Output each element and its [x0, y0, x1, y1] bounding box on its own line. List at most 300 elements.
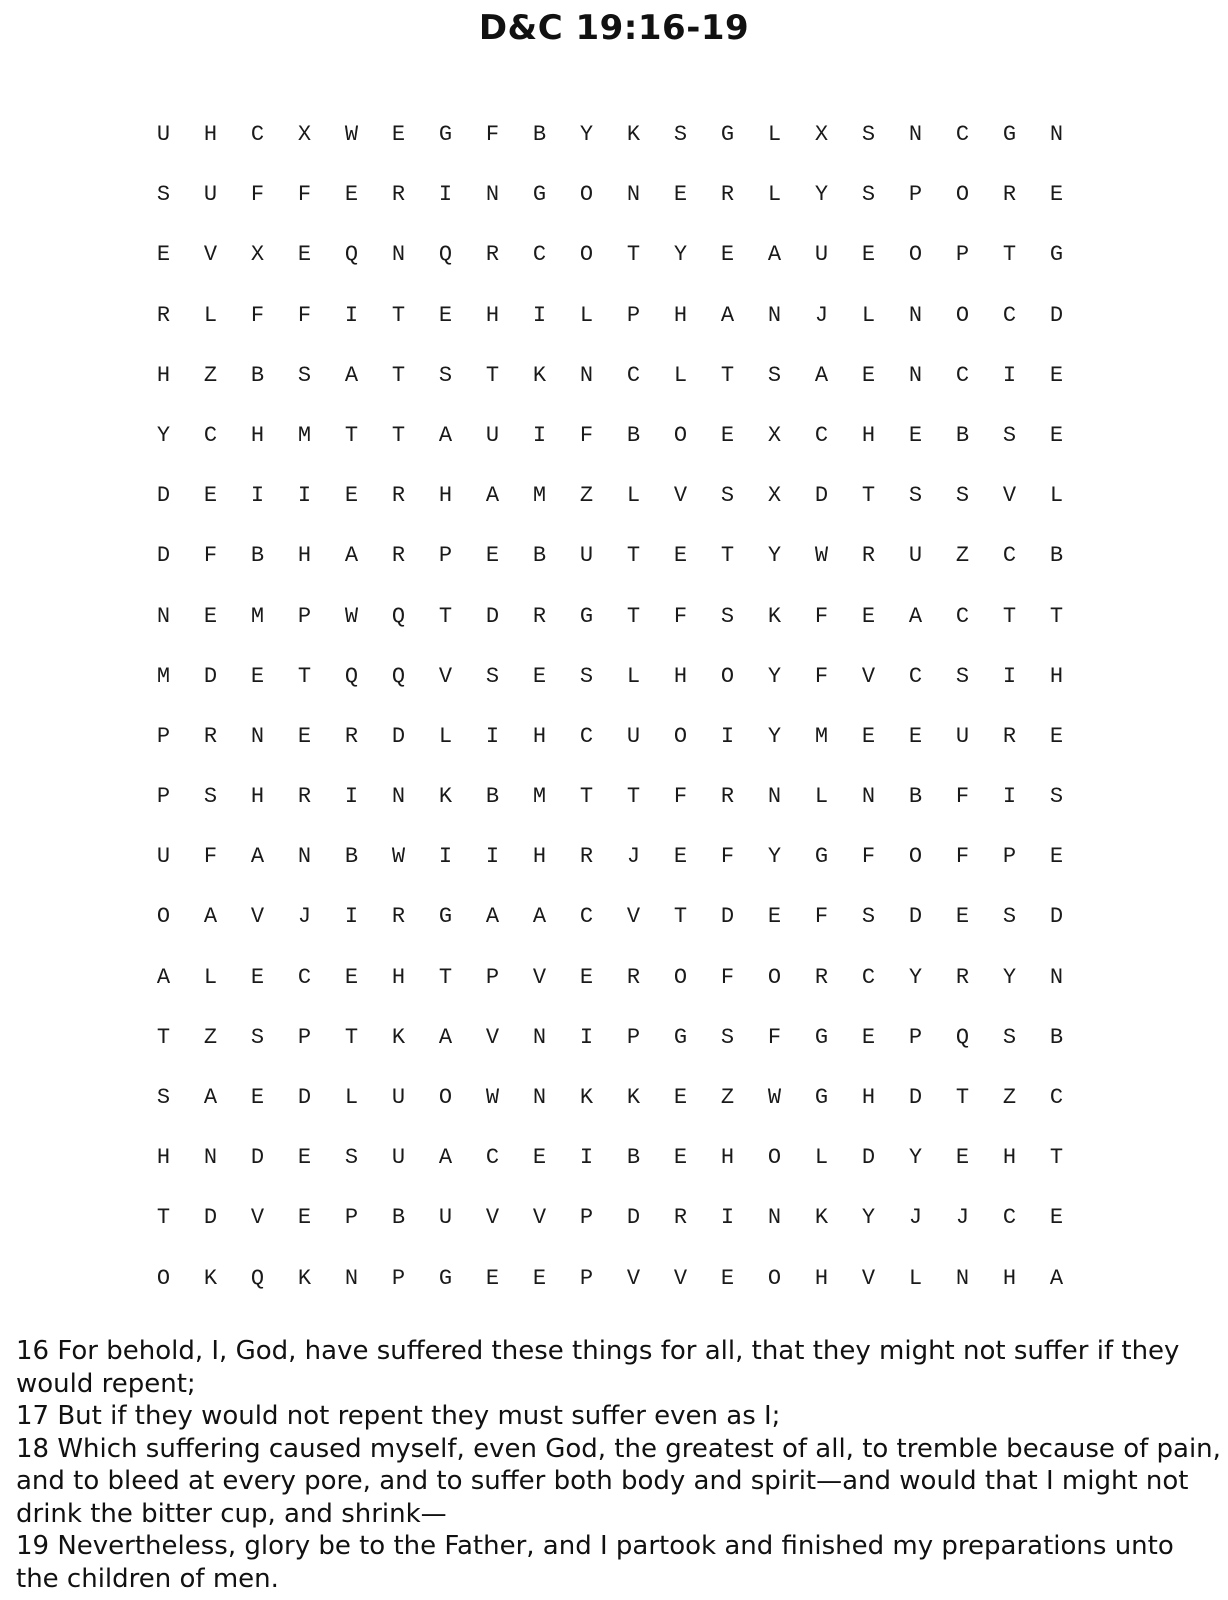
grid-letter: B	[391, 1205, 406, 1231]
grid-letter: T	[1049, 1145, 1064, 1171]
grid-letter: Z	[579, 483, 594, 509]
grid-letter: N	[767, 302, 782, 328]
grid-row	[140, 902, 1080, 962]
grid-letter: D	[720, 904, 735, 930]
grid-letter: C	[814, 422, 829, 448]
grid-letter: F	[955, 784, 970, 810]
grid-row	[140, 1264, 1080, 1324]
grid-letter: A	[485, 483, 500, 509]
grid-letter: L	[1049, 483, 1064, 509]
grid-row	[140, 1023, 1080, 1083]
grid-letter: M	[156, 663, 171, 689]
grid-letter: F	[720, 964, 735, 990]
grid-letter: S	[156, 1085, 171, 1110]
grid-letter: A	[908, 603, 923, 629]
grid-letter: Y	[767, 844, 782, 870]
grid-letter: R	[344, 723, 359, 749]
grid-letter: E	[297, 1205, 312, 1231]
grid-letter: O	[767, 964, 782, 990]
grid-letter: S	[1002, 904, 1017, 930]
grid-letter: N	[767, 1205, 782, 1231]
grid-letter: Z	[720, 1085, 735, 1110]
grid-letter: U	[908, 543, 923, 569]
grid-letter: V	[532, 964, 547, 990]
grid-letter: N	[861, 784, 876, 810]
grid-letter: O	[156, 1265, 171, 1291]
grid-letter: F	[673, 603, 688, 629]
grid-letter: A	[203, 1085, 218, 1110]
grid-letter: P	[485, 964, 500, 990]
grid-letter: D	[908, 904, 923, 930]
grid-letter: D	[861, 1145, 876, 1171]
grid-letter: P	[156, 784, 171, 810]
grid-letter: U	[579, 543, 594, 569]
grid-letter: V	[203, 242, 218, 268]
grid-letter: D	[908, 1085, 923, 1110]
grid-letter: E	[297, 723, 312, 749]
grid-letter: W	[391, 844, 406, 870]
grid-letter: N	[297, 844, 312, 870]
grid-letter: R	[485, 242, 500, 268]
grid-letter: H	[532, 723, 547, 749]
grid-letter: B	[908, 784, 923, 810]
grid-row	[140, 782, 1080, 842]
grid-letter: X	[767, 483, 782, 509]
grid-letter: P	[391, 1265, 406, 1291]
grid-letter: E	[908, 723, 923, 749]
grid-letter: R	[720, 784, 735, 810]
grid-letter: G	[579, 603, 594, 629]
grid-letter: C	[532, 242, 547, 268]
grid-letter: O	[673, 723, 688, 749]
grid-letter: H	[720, 1145, 735, 1171]
grid-letter: R	[955, 964, 970, 990]
grid-letter: D	[156, 543, 171, 569]
grid-letter: J	[908, 1205, 923, 1231]
grid-letter: I	[579, 1024, 594, 1050]
grid-row	[140, 120, 1080, 180]
grid-letter: O	[908, 242, 923, 268]
grid-letter: I	[532, 302, 547, 328]
grid-letter: A	[767, 242, 782, 268]
grid-letter: V	[532, 1205, 547, 1231]
grid-letter: D	[203, 1205, 218, 1231]
grid-letter: W	[485, 1085, 500, 1110]
grid-letter: C	[485, 1145, 500, 1171]
grid-letter: C	[250, 122, 265, 147]
grid-letter: Z	[203, 362, 218, 388]
grid-letter: R	[203, 723, 218, 749]
grid-letter: I	[344, 904, 359, 930]
grid-letter: E	[861, 242, 876, 268]
grid-letter: S	[861, 904, 876, 930]
grid-letter: F	[814, 904, 829, 930]
grid-letter: F	[297, 182, 312, 208]
grid-letter: X	[250, 242, 265, 268]
grid-letter: H	[250, 422, 265, 448]
grid-letter: H	[673, 663, 688, 689]
grid-letter: O	[156, 904, 171, 930]
grid-letter: G	[814, 1085, 829, 1110]
grid-letter: G	[438, 1265, 453, 1291]
grid-letter: N	[1049, 122, 1064, 147]
grid-letter: E	[297, 242, 312, 268]
grid-letter: S	[720, 1024, 735, 1050]
grid-letter: V	[438, 663, 453, 689]
grid-letter: E	[156, 242, 171, 268]
grid-letter: C	[1002, 543, 1017, 569]
grid-letter: S	[908, 483, 923, 509]
grid-letter: U	[391, 1145, 406, 1171]
grid-letter: C	[955, 603, 970, 629]
grid-letter: I	[344, 302, 359, 328]
grid-letter: J	[297, 904, 312, 930]
grid-letter: T	[485, 362, 500, 388]
grid-row	[140, 1083, 1080, 1143]
grid-letter: X	[814, 122, 829, 147]
grid-letter: K	[814, 1205, 829, 1231]
grid-letter: O	[438, 1085, 453, 1110]
grid-letter: T	[861, 483, 876, 509]
grid-letter: W	[344, 122, 359, 147]
grid-row	[140, 1203, 1080, 1263]
grid-letter: L	[626, 483, 641, 509]
grid-letter: A	[438, 422, 453, 448]
grid-letter: T	[438, 603, 453, 629]
grid-letter: F	[861, 844, 876, 870]
grid-letter: T	[1002, 242, 1017, 268]
grid-letter: F	[297, 302, 312, 328]
grid-letter: L	[814, 1145, 829, 1171]
grid-letter: Y	[767, 663, 782, 689]
grid-letter: A	[344, 543, 359, 569]
grid-letter: T	[673, 904, 688, 930]
grid-letter: N	[344, 1265, 359, 1291]
grid-letter: M	[814, 723, 829, 749]
grid-letter: R	[532, 603, 547, 629]
grid-letter: E	[203, 603, 218, 629]
grid-letter: A	[485, 904, 500, 930]
grid-letter: N	[767, 784, 782, 810]
grid-letter: R	[814, 964, 829, 990]
grid-letter: E	[908, 422, 923, 448]
grid-letter: E	[485, 1265, 500, 1291]
grid-letter: U	[156, 844, 171, 870]
grid-row	[140, 963, 1080, 1023]
grid-letter: T	[1049, 603, 1064, 629]
grid-letter: E	[579, 964, 594, 990]
grid-letter: A	[156, 964, 171, 990]
grid-letter: R	[297, 784, 312, 810]
grid-letter: I	[1002, 784, 1017, 810]
grid-letter: U	[955, 723, 970, 749]
grid-letter: F	[250, 182, 265, 208]
grid-letter: H	[203, 122, 218, 147]
grid-letter: L	[203, 302, 218, 328]
grid-letter: E	[861, 362, 876, 388]
grid-letter: K	[203, 1265, 218, 1291]
grid-letter: O	[955, 302, 970, 328]
grid-letter: I	[438, 844, 453, 870]
grid-letter: N	[203, 1145, 218, 1171]
grid-letter: F	[673, 784, 688, 810]
grid-letter: G	[814, 1024, 829, 1050]
grid-row	[140, 842, 1080, 902]
grid-row	[140, 722, 1080, 782]
grid-letter: G	[532, 182, 547, 208]
grid-letter: D	[250, 1145, 265, 1171]
grid-letter: T	[626, 242, 641, 268]
grid-letter: K	[532, 362, 547, 388]
grid-letter: T	[720, 362, 735, 388]
grid-letter: S	[767, 362, 782, 388]
grid-letter: I	[579, 1145, 594, 1171]
grid-letter: D	[1049, 302, 1064, 328]
grid-letter: G	[438, 904, 453, 930]
grid-letter: L	[579, 302, 594, 328]
grid-letter: S	[485, 663, 500, 689]
grid-letter: L	[438, 723, 453, 749]
page-title: D&C 19:16-19	[478, 8, 750, 48]
grid-letter: O	[908, 844, 923, 870]
grid-letter: N	[156, 603, 171, 629]
grid-letter: I	[1002, 362, 1017, 388]
grid-letter: C	[1049, 1085, 1064, 1110]
grid-letter: D	[1049, 904, 1064, 930]
grid-letter: N	[485, 182, 500, 208]
grid-letter: S	[861, 182, 876, 208]
grid-letter: M	[297, 422, 312, 448]
grid-letter: X	[297, 122, 312, 147]
grid-letter: S	[1049, 784, 1064, 810]
grid-letter: B	[626, 1145, 641, 1171]
grid-letter: Y	[673, 242, 688, 268]
grid-letter: L	[767, 122, 782, 147]
grid-letter: E	[861, 603, 876, 629]
grid-row	[140, 541, 1080, 601]
grid-letter: C	[1002, 1205, 1017, 1231]
grid-letter: V	[626, 1265, 641, 1291]
grid-letter: G	[438, 122, 453, 147]
grid-letter: B	[532, 122, 547, 147]
grid-letter: E	[250, 1085, 265, 1110]
grid-letter: T	[156, 1024, 171, 1050]
grid-letter: E	[344, 964, 359, 990]
grid-letter: P	[1002, 844, 1017, 870]
grid-letter: E	[532, 1265, 547, 1291]
grid-letter: P	[438, 543, 453, 569]
grid-letter: S	[861, 122, 876, 147]
grid-letter: N	[955, 1265, 970, 1291]
grid-letter: O	[720, 663, 735, 689]
grid-letter: F	[955, 844, 970, 870]
grid-letter: R	[720, 182, 735, 208]
grid-letter: C	[203, 422, 218, 448]
grid-letter: H	[250, 784, 265, 810]
grid-letter: U	[485, 422, 500, 448]
grid-letter: E	[1049, 723, 1064, 749]
grid-letter: E	[344, 182, 359, 208]
grid-letter: C	[297, 964, 312, 990]
grid-letter: S	[955, 483, 970, 509]
grid-letter: O	[579, 182, 594, 208]
grid-letter: B	[485, 784, 500, 810]
grid-letter: E	[438, 302, 453, 328]
grid-letter: U	[814, 242, 829, 268]
grid-letter: E	[1049, 1205, 1064, 1231]
grid-letter: H	[1002, 1265, 1017, 1291]
grid-letter: E	[955, 904, 970, 930]
grid-letter: E	[767, 904, 782, 930]
grid-row	[140, 662, 1080, 722]
grid-letter: K	[626, 122, 641, 147]
grid-letter: U	[156, 122, 171, 147]
grid-letter: S	[203, 784, 218, 810]
grid-letter: A	[814, 362, 829, 388]
grid-letter: E	[720, 422, 735, 448]
grid-letter: T	[626, 784, 641, 810]
grid-letter: M	[250, 603, 265, 629]
grid-letter: P	[297, 603, 312, 629]
grid-letter: P	[908, 1024, 923, 1050]
grid-letter: T	[344, 422, 359, 448]
grid-letter: Y	[908, 1145, 923, 1171]
grid-letter: O	[767, 1265, 782, 1291]
grid-letter: Y	[767, 543, 782, 569]
grid-letter: E	[861, 1024, 876, 1050]
grid-letter: E	[1049, 182, 1064, 208]
grid-letter: V	[485, 1024, 500, 1050]
grid-letter: B	[626, 422, 641, 448]
grid-row	[140, 301, 1080, 361]
grid-letter: C	[861, 964, 876, 990]
grid-letter: N	[1049, 964, 1064, 990]
grid-letter: U	[626, 723, 641, 749]
grid-letter: L	[767, 182, 782, 208]
grid-letter: R	[1002, 723, 1017, 749]
grid-letter: K	[438, 784, 453, 810]
grid-letter: Q	[344, 663, 359, 689]
grid-letter: C	[955, 362, 970, 388]
grid-letter: P	[626, 1024, 641, 1050]
grid-letter: H	[532, 844, 547, 870]
grid-letter: Q	[344, 242, 359, 268]
grid-letter: S	[579, 663, 594, 689]
grid-letter: I	[250, 483, 265, 509]
grid-letter: I	[720, 1205, 735, 1231]
grid-letter: F	[203, 543, 218, 569]
grid-letter: Y	[767, 723, 782, 749]
grid-letter: G	[1002, 122, 1017, 147]
grid-letter: N	[626, 182, 641, 208]
grid-letter: T	[344, 1024, 359, 1050]
grid-letter: H	[814, 1265, 829, 1291]
grid-letter: B	[250, 543, 265, 569]
grid-letter: H	[1002, 1145, 1017, 1171]
grid-letter: R	[579, 844, 594, 870]
verse: 19 Nevertheless, glory be to the Father, and I partook and finished my preparations unto the children of men.	[16, 1531, 1174, 1594]
grid-letter: L	[814, 784, 829, 810]
grid-letter: F	[250, 302, 265, 328]
grid-letter: B	[344, 844, 359, 870]
grid-letter: Z	[955, 543, 970, 569]
grid-letter: O	[955, 182, 970, 208]
grid-letter: T	[391, 302, 406, 328]
grid-letter: N	[579, 362, 594, 388]
grid-letter: S	[955, 663, 970, 689]
grid-letter: I	[720, 723, 735, 749]
grid-letter: B	[955, 422, 970, 448]
grid-letter: G	[673, 1024, 688, 1050]
grid-letter: T	[1002, 603, 1017, 629]
grid-letter: K	[767, 603, 782, 629]
grid-letter: U	[203, 182, 218, 208]
grid-letter: P	[908, 182, 923, 208]
grid-letter: H	[1049, 663, 1064, 689]
grid-letter: D	[391, 723, 406, 749]
grid-letter: T	[955, 1085, 970, 1110]
grid-letter: E	[673, 182, 688, 208]
grid-letter: S	[250, 1024, 265, 1050]
grid-letter: F	[485, 122, 500, 147]
grid-letter: F	[203, 844, 218, 870]
grid-letter: Q	[391, 603, 406, 629]
grid-letter: V	[861, 1265, 876, 1291]
grid-letter: E	[673, 1145, 688, 1171]
grid-letter: V	[673, 1265, 688, 1291]
grid-letter: S	[297, 362, 312, 388]
grid-letter: I	[532, 422, 547, 448]
grid-letter: T	[391, 422, 406, 448]
grid-letter: R	[673, 1205, 688, 1231]
grid-letter: R	[391, 904, 406, 930]
grid-letter: I	[1002, 663, 1017, 689]
grid-letter: A	[344, 362, 359, 388]
grid-letter: Z	[1002, 1085, 1017, 1110]
grid-letter: V	[861, 663, 876, 689]
grid-letter: J	[626, 844, 641, 870]
grid-letter: M	[532, 784, 547, 810]
grid-letter: H	[861, 1085, 876, 1110]
grid-letter: F	[720, 844, 735, 870]
grid-letter: L	[908, 1265, 923, 1291]
grid-letter: R	[156, 302, 171, 328]
grid-letter: M	[532, 483, 547, 509]
verse: 18 Which suffering caused myself, even God, the greatest of all, to tremble because of pain, and to bleed at every pore, and to suffer both body and spirit—and would that I might not drink the bitter cup, and shrink—	[16, 1433, 1221, 1529]
grid-letter: H	[391, 964, 406, 990]
grid-letter: T	[297, 663, 312, 689]
grid-letter: T	[626, 603, 641, 629]
grid-letter: P	[955, 242, 970, 268]
grid-letter: Y	[861, 1205, 876, 1231]
grid-letter: S	[344, 1145, 359, 1171]
grid-letter: E	[955, 1145, 970, 1171]
grid-letter: L	[203, 964, 218, 990]
grid-letter: V	[673, 483, 688, 509]
grid-letter: H	[156, 362, 171, 388]
grid-letter: A	[250, 844, 265, 870]
grid-letter: U	[391, 1085, 406, 1110]
grid-letter: E	[1049, 362, 1064, 388]
grid-letter: W	[344, 603, 359, 629]
grid-letter: E	[250, 964, 265, 990]
grid-letter: Y	[814, 182, 829, 208]
grid-letter: K	[391, 1024, 406, 1050]
grid-letter: Q	[250, 1265, 265, 1291]
grid-letter: G	[814, 844, 829, 870]
grid-letter: E	[673, 844, 688, 870]
grid-letter: X	[767, 422, 782, 448]
